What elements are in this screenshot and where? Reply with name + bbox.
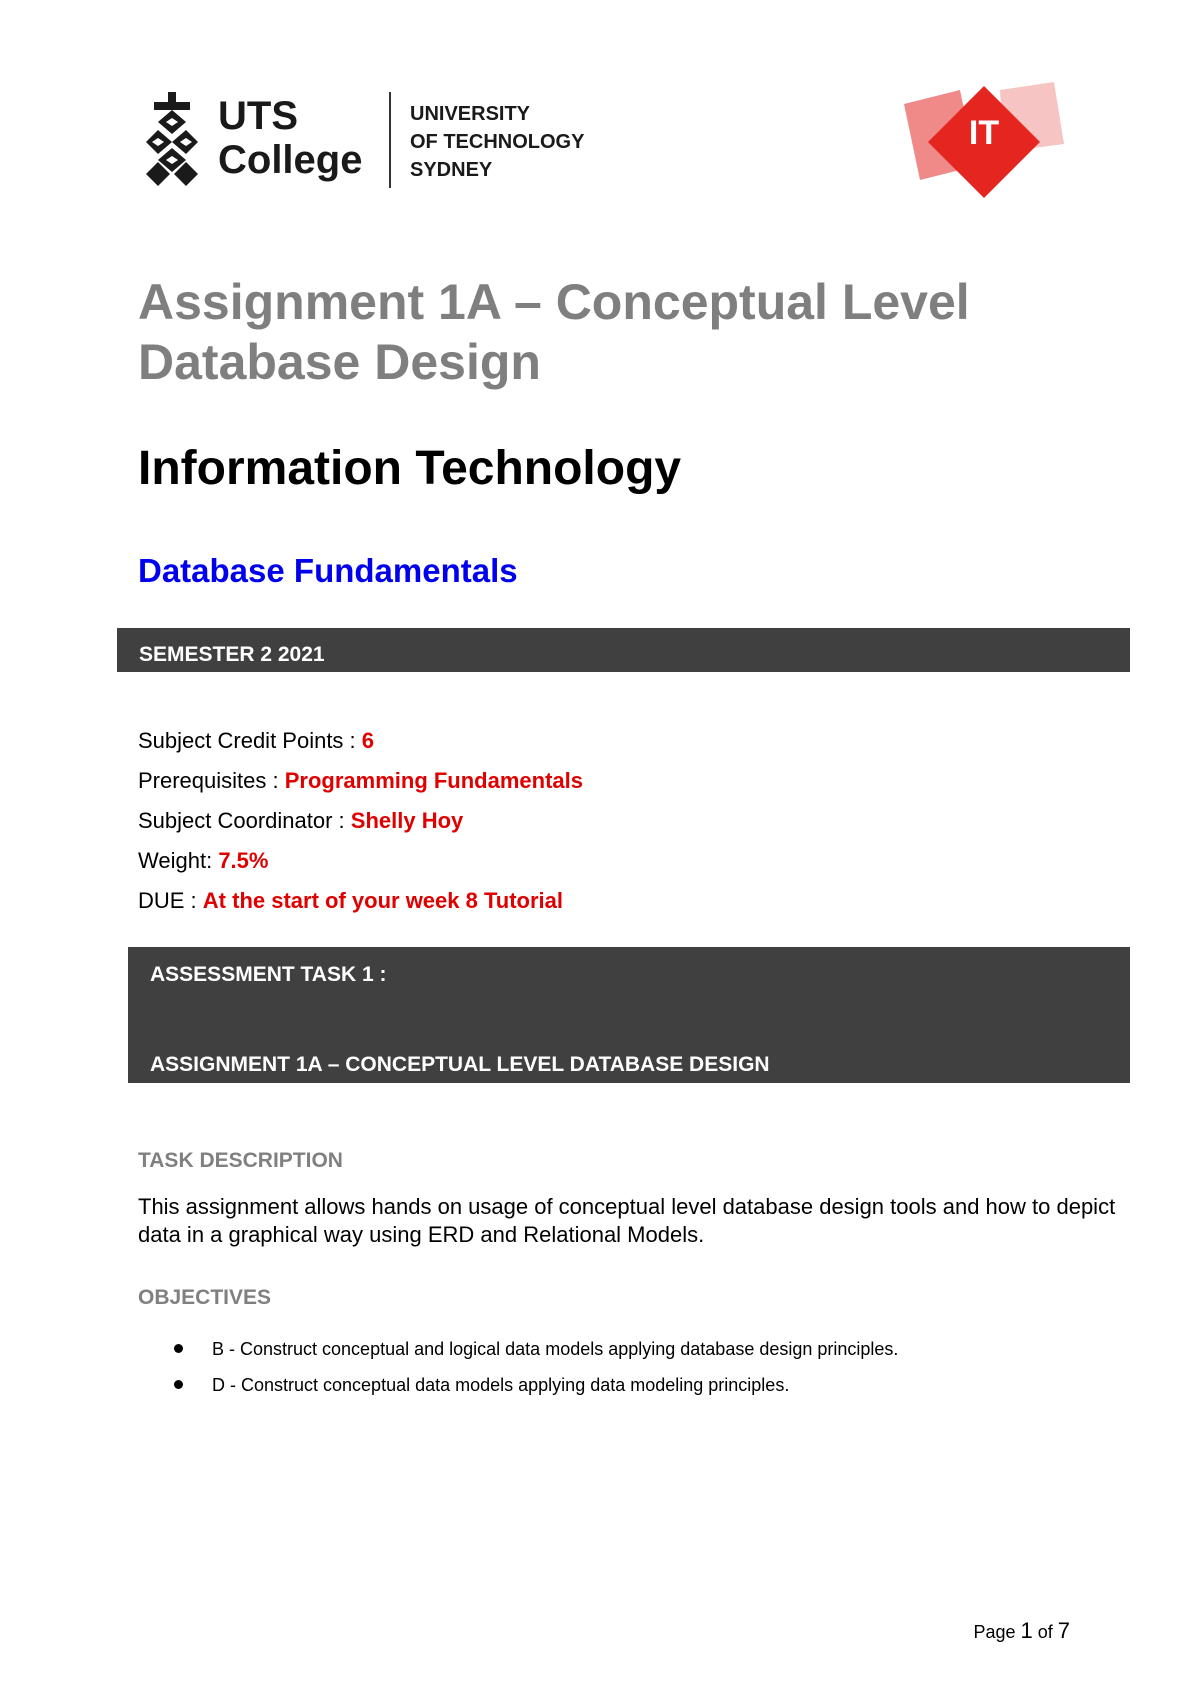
prerequisites-label: Prerequisites : [138,768,285,793]
university-line-1: UNIVERSITY [410,103,531,125]
page-current: 1 [1020,1618,1033,1643]
task-description-heading: TASK DESCRIPTION [138,1149,343,1172]
assignment-title-line-1: Assignment 1A – Conceptual Level [138,274,970,330]
assessment-task-banner [128,947,1130,1083]
prerequisites-row [138,766,1098,796]
college-line-college: College [218,138,363,182]
semester-label: SEMESTER 2 2021 [139,643,325,666]
coordinator-row [138,806,1098,836]
objective-text: D - Construct conceptual data models applying data modeling principles. [212,1375,790,1395]
it-faculty-logo [904,82,1064,206]
weight-label: Weight: [138,848,219,873]
objectives-heading: OBJECTIVES [138,1286,272,1309]
page-total: 7 [1057,1618,1070,1643]
bullet-icon [174,1380,183,1389]
assessment-task-title: ASSIGNMENT 1A – CONCEPTUAL LEVEL DATABASE DESIGN [150,1053,770,1076]
coordinator-value: Shelly Hoy [350,808,464,833]
logo-divider [389,92,391,188]
objective-item [170,1336,1110,1362]
coordinator-label: Subject Coordinator : [138,808,351,833]
credit-points-value: 6 [361,728,375,753]
college-wordmark [218,94,362,182]
uts-college-logo [146,92,736,192]
it-badge-label: IT [968,114,1000,152]
subject-area-heading: Information Technology [138,442,682,495]
due-row [138,886,1098,916]
weight-row [138,846,1098,876]
college-line-uts: UTS [218,94,298,138]
objective-text: B - Construct conceptual and logical data models applying database design principles. [212,1339,899,1359]
weight-value: 7.5% [218,848,269,873]
due-label: DUE : [138,888,203,913]
subject-name-heading: Database Fundamentals [138,552,518,589]
assignment-title-line-2: Database Design [138,334,541,390]
assignment-title [138,272,1098,392]
uts-crest-icon [146,92,198,188]
credit-points-label: Subject Credit Points : [138,728,362,753]
objective-item [170,1372,1110,1398]
credit-points-row [138,726,1098,756]
page-word: Page [973,1622,1021,1642]
bullet-icon [174,1344,183,1353]
due-value: At the start of your week 8 Tutorial [202,888,564,913]
university-line-3: SYDNEY [410,159,493,181]
university-wordmark [410,100,584,184]
task-description-text: This assignment allows hands on usage of conceptual level database design tools and how to depict data in a graphical way using ERD and Relational Models. [138,1194,1116,1247]
prerequisites-value: Programming Fundamentals [284,768,584,793]
semester-banner [117,628,1130,672]
objectives-list [170,1336,1110,1408]
assessment-task-label: ASSESSMENT TASK 1 : [150,963,387,986]
university-line-2: OF TECHNOLOGY [410,131,585,153]
page-footer [900,1618,1070,1645]
page-of: of [1032,1622,1058,1642]
